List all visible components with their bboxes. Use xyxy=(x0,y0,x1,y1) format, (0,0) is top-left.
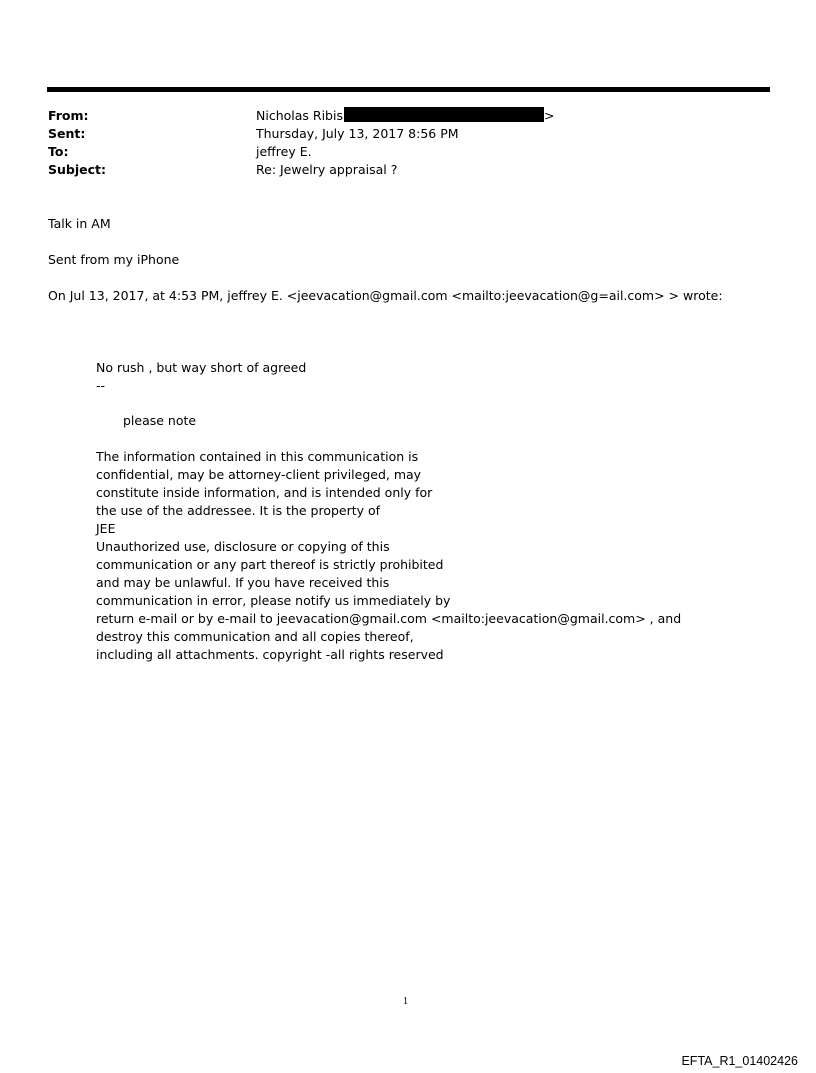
subject-value: Re: Jewelry appraisal ? xyxy=(256,162,398,177)
from-name: Nicholas Ribis xyxy=(256,108,343,123)
disclaimer-line: Unauthorized use, disclosure or copying of this xyxy=(96,539,390,554)
sent-value: Thursday, July 13, 2017 8:56 PM xyxy=(256,126,459,141)
header-divider xyxy=(47,87,770,92)
from-label: From: xyxy=(48,108,89,123)
sent-label: Sent: xyxy=(48,126,86,141)
page-number: 1 xyxy=(403,996,408,1007)
disclaimer-line: confidential, may be attorney-client privileged, may xyxy=(96,467,422,482)
disclaimer-line: The information contained in this communication is xyxy=(96,449,419,464)
quoted-separator: -- xyxy=(96,378,106,393)
reply-text: Talk in AM xyxy=(48,216,111,231)
disclaimer-line: and may be unlawful. If you have received this xyxy=(96,575,390,590)
disclaimer-line: destroy this communication and all copies thereof, xyxy=(96,629,414,644)
redaction-box xyxy=(344,107,544,122)
from-value xyxy=(256,107,554,125)
disclaimer-line: including all attachments. copyright -all rights reserved xyxy=(96,647,444,662)
please-note: please note xyxy=(123,413,197,428)
disclaimer-line: the use of the addressee. It is the property of xyxy=(96,503,381,518)
subject-label: Subject: xyxy=(48,162,106,177)
disclaimer-line: JEE xyxy=(96,521,116,536)
quoted-message: No rush , but way short of agreed xyxy=(96,360,307,375)
from-suffix: > xyxy=(543,108,555,123)
bates-number: EFTA_R1_01402426 xyxy=(681,1054,798,1068)
signature-text: Sent from my iPhone xyxy=(48,252,180,267)
confidentiality-disclaimer xyxy=(96,448,681,664)
disclaimer-line: communication in error, please notify us immediately by xyxy=(96,593,451,608)
disclaimer-line: return e-mail or by e-mail to jeevacation@gmail.com <mailto:jeevacation@gmail.com> , and xyxy=(96,611,682,626)
to-value: jeffrey E. xyxy=(256,144,312,159)
quote-header: On Jul 13, 2017, at 4:53 PM, jeffrey E. <jeevacation@gmail.com <mailto:jeevacation@g=ail.com> > wrote: xyxy=(48,288,723,303)
disclaimer-line: communication or any part thereof is strictly prohibited xyxy=(96,557,444,572)
to-label: To: xyxy=(48,144,69,159)
disclaimer-line: constitute inside information, and is intended only for xyxy=(96,485,433,500)
